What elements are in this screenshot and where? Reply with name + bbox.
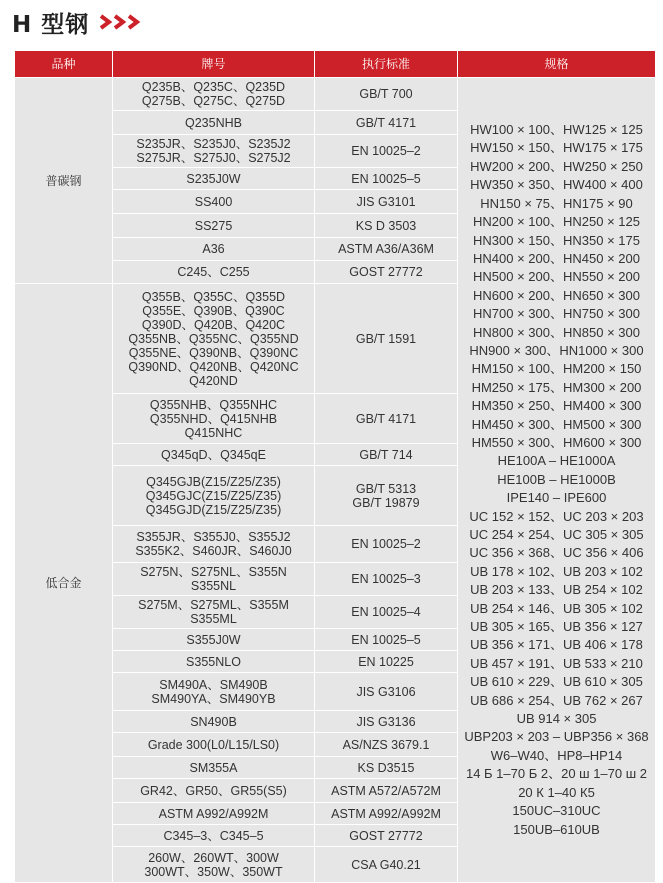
standard-cell — [315, 214, 458, 238]
grade-line: Q420ND — [189, 373, 238, 388]
specification-line: UC 254 × 254、UC 305 × 305 — [469, 527, 644, 543]
standard-line: EN 10025–5 — [351, 171, 421, 186]
standard-cell — [315, 563, 458, 596]
grade-cell — [113, 847, 315, 883]
grade-cell — [113, 168, 315, 190]
standard-line: GB/T 5313 — [355, 481, 417, 496]
specification-line: UB 457 × 191、UB 533 × 210 — [470, 655, 643, 671]
specification-line: UB 305 × 165、UB 356 × 127 — [470, 619, 643, 635]
grade-cell — [113, 78, 315, 111]
grade-line: SS400 — [194, 194, 233, 209]
grade-line: ASTM A992/A992M — [158, 806, 269, 821]
specification-line: UC 356 × 368、UC 356 × 406 — [469, 545, 644, 561]
specification-line: 150UB–610UB — [513, 821, 600, 837]
standard-line: GB/T 19879 — [352, 495, 420, 510]
standard-cell — [315, 711, 458, 733]
grade-line: S355NLO — [186, 654, 241, 669]
standard-cell — [315, 261, 458, 284]
specification-line: HN400 × 200、HN450 × 200 — [473, 250, 640, 266]
standard-line: EN 10225 — [358, 654, 414, 669]
h-beam-spec-table — [14, 50, 656, 883]
grade-cell — [113, 673, 315, 711]
specification-line: UC 152 × 152、UC 203 × 203 — [469, 508, 644, 524]
standard-line: KS D3515 — [357, 760, 415, 775]
triple-chevron-right-icon — [99, 13, 141, 31]
grade-line: S355JR、S355J0、S355J2 — [136, 530, 291, 544]
grade-line: Q390D、Q420B、Q420C — [141, 317, 286, 332]
grade-cell — [113, 651, 315, 673]
standard-line: ASTM A572/A572M — [331, 783, 441, 798]
specification-line: HN150 × 75、HN175 × 90 — [480, 195, 633, 211]
standard-cell — [315, 651, 458, 673]
standard-cell — [315, 78, 458, 111]
standard-cell — [315, 238, 458, 261]
standard-cell — [315, 733, 458, 757]
grade-cell — [113, 111, 315, 135]
variety-cell: 低合金 — [15, 284, 113, 883]
specification-line: UB 203 × 133、UB 254 × 102 — [470, 582, 643, 598]
specification-line: HW350 × 350、HW400 × 400 — [470, 177, 643, 193]
grade-cell — [113, 596, 315, 629]
standard-line: JIS G3101 — [356, 194, 416, 209]
standard-cell — [315, 135, 458, 168]
grade-line: Q235NHB — [185, 115, 242, 130]
grade-line: S275JR、S275J0、S275J2 — [136, 151, 291, 165]
standard-line: EN 10025–2 — [351, 537, 421, 551]
specification-line: HE100A – HE1000A — [497, 453, 616, 469]
grade-line: Grade 300(L0/L15/LS0) — [147, 737, 280, 752]
standard-line: ASTM A36/A36M — [338, 242, 434, 256]
standard-line: JIS G3136 — [356, 714, 416, 729]
table-row — [15, 78, 656, 111]
grade-cell — [113, 444, 315, 466]
grade-cell — [113, 803, 315, 825]
grade-line: A36 — [202, 242, 225, 256]
grade-line: C345–3、C345–5 — [163, 828, 264, 843]
grade-cell — [113, 757, 315, 779]
specification-line: UBP203 × 203 – UBP356 × 368 — [464, 729, 649, 745]
standard-cell — [315, 444, 458, 466]
grade-line: SM355A — [189, 760, 238, 775]
grade-line: S355ML — [190, 612, 237, 626]
variety-cell: 普碳钢 — [15, 78, 113, 284]
standard-line: EN 10025–2 — [351, 144, 421, 158]
specification-line: HM350 × 250、HM400 × 300 — [471, 398, 642, 414]
grade-line: Q235B、Q235C、Q235D — [141, 80, 286, 94]
grade-line: SM490A、SM490B — [159, 677, 268, 692]
specification-line: HN900 × 300、HN1000 × 300 — [469, 342, 644, 358]
grade-cell — [113, 563, 315, 596]
standard-cell — [315, 847, 458, 883]
grade-line: 260W、260WT、300W — [148, 850, 279, 865]
specification-line: UB 356 × 171、UB 406 × 178 — [470, 637, 643, 653]
grade-line: SS275 — [194, 218, 233, 233]
specification-line: UB 254 × 146、UB 305 × 102 — [470, 600, 643, 616]
standard-cell — [315, 466, 458, 526]
specification-line: UB 914 × 305 — [516, 711, 597, 727]
standard-cell — [315, 673, 458, 711]
specification-line: HM550 × 300、HM600 × 300 — [471, 434, 642, 450]
standard-line: GB/T 700 — [359, 87, 413, 101]
standard-cell — [315, 629, 458, 651]
standard-line: EN 10025–4 — [351, 605, 421, 619]
grade-line: Q355NE、Q390NB、Q390NC — [128, 345, 299, 360]
column-header-standard: 执行标准 — [315, 51, 458, 78]
grade-cell — [113, 733, 315, 757]
grade-cell — [113, 261, 315, 284]
grade-line: Q345GJD(Z15/Z25/Z35) — [145, 502, 282, 517]
standard-line: KS D 3503 — [355, 218, 417, 233]
standard-line: GB/T 1591 — [355, 331, 417, 346]
grade-line: Q345GJB(Z15/Z25/Z35) — [146, 474, 281, 489]
standard-cell — [315, 779, 458, 803]
standard-line: GB/T 4171 — [355, 411, 417, 426]
standard-line: GOST 27772 — [349, 828, 423, 843]
grade-line: Q345qD、Q345qE — [161, 447, 266, 462]
grade-line: Q355NHB、Q355NHC — [149, 397, 278, 412]
grade-cell — [113, 135, 315, 168]
grade-cell — [113, 466, 315, 526]
standard-line: EN 10025–5 — [351, 632, 421, 647]
standard-cell — [315, 803, 458, 825]
standard-line: EN 10025–3 — [351, 572, 421, 586]
specification-line: UB 686 × 254、UB 762 × 267 — [470, 692, 643, 708]
specification-line: HM450 × 300、HM500 × 300 — [471, 416, 642, 432]
grade-line: S275M、S275ML、S355M — [138, 598, 289, 612]
grade-line: Q355NB、Q355NC、Q355ND — [128, 331, 299, 346]
specification-line: HN800 × 300、HN850 × 300 — [473, 324, 640, 340]
grade-line: Q345GJC(Z15/Z25/Z35) — [145, 488, 282, 503]
standard-line: AS/NZS 3679.1 — [342, 737, 430, 752]
page-header — [12, 4, 141, 40]
grade-line: Q355B、Q355C、Q355D — [141, 289, 286, 304]
grade-line: S355K2、S460JR、S460J0 — [135, 544, 292, 558]
specification-line: IPE140 – IPE600 — [506, 490, 607, 506]
grade-line: Q390ND、Q420NB、Q420NC — [128, 359, 299, 374]
specification-line: HN500 × 200、HN550 × 200 — [473, 269, 640, 285]
grade-line: Q415NHC — [184, 425, 243, 440]
specification-line: HM250 × 175、HM300 × 200 — [471, 379, 642, 395]
column-header-variety: 品种 — [15, 51, 113, 78]
standard-cell — [315, 168, 458, 190]
standard-cell — [315, 757, 458, 779]
standard-cell — [315, 394, 458, 444]
specification-line: HN600 × 200、HN650 × 300 — [473, 287, 640, 303]
standard-cell — [315, 526, 458, 563]
grade-line: C245、C255 — [177, 265, 250, 279]
specification-line: HM150 × 100、HM200 × 150 — [471, 361, 642, 377]
grade-line: Q275B、Q275C、Q275D — [141, 94, 286, 108]
grade-line: S355J0W — [186, 632, 241, 647]
standard-line: GOST 27772 — [349, 265, 423, 279]
grade-line: Q355NHD、Q415NHB — [149, 411, 278, 426]
standard-line: CSA G40.21 — [351, 857, 421, 872]
specification-line: HW200 × 200、HW250 × 250 — [470, 158, 643, 174]
grade-cell — [113, 779, 315, 803]
specification-line: HW150 × 150、HW175 × 175 — [470, 140, 643, 156]
grade-line: S355NL — [190, 579, 237, 593]
specification-line: 14 Б 1–70 Б 2、20 ш 1–70 ш 2 — [465, 766, 648, 782]
specification-line: HE100B – HE1000B — [497, 471, 616, 487]
table-header-row — [15, 51, 656, 78]
specification-line: 150UC–310UC — [512, 803, 601, 819]
specification-line: UB 178 × 102、UB 203 × 102 — [470, 563, 643, 579]
grade-cell — [113, 214, 315, 238]
specification-line: W6–W40、HP8–HP14 — [490, 747, 623, 763]
standard-cell — [315, 825, 458, 847]
standard-cell — [315, 190, 458, 214]
page-title: H 型钢 — [12, 11, 90, 38]
grade-line: SN490B — [190, 714, 237, 729]
grade-cell — [113, 284, 315, 394]
specification-line: HN200 × 100、HN250 × 125 — [473, 214, 640, 230]
grade-line: S235JR、S235J0、S235J2 — [136, 137, 291, 151]
grade-cell — [113, 629, 315, 651]
grade-line: S235J0W — [186, 171, 241, 186]
specification-line: HW100 × 100、HW125 × 125 — [470, 122, 643, 138]
grade-line: SM490YA、SM490YB — [151, 691, 276, 706]
grade-cell — [113, 825, 315, 847]
specification-line: HN300 × 150、HN350 × 175 — [473, 232, 640, 248]
grade-cell — [113, 238, 315, 261]
column-header-grade: 牌号 — [113, 51, 315, 78]
grade-cell — [113, 711, 315, 733]
grade-cell — [113, 394, 315, 444]
grade-cell — [113, 190, 315, 214]
grade-line: 300WT、350W、350WT — [144, 864, 283, 879]
grade-line: Q355E、Q390B、Q390C — [142, 303, 285, 318]
grade-line: S275N、S275NL、S355N — [140, 565, 287, 579]
specification-line: HN700 × 300、HN750 × 300 — [473, 306, 640, 322]
standard-line: GB/T 4171 — [355, 115, 417, 130]
standard-line: JIS G3106 — [356, 684, 416, 699]
standard-line: GB/T 714 — [359, 447, 413, 462]
standard-cell — [315, 111, 458, 135]
standard-cell — [315, 284, 458, 394]
specification-cell — [458, 78, 656, 883]
table-body — [15, 78, 656, 883]
specification-line: 20 К 1–40 К5 — [518, 784, 595, 800]
standard-line: ASTM A992/A992M — [331, 806, 441, 821]
standard-cell — [315, 596, 458, 629]
grade-cell — [113, 526, 315, 563]
specification-line: UB 610 × 229、UB 610 × 305 — [470, 674, 643, 690]
grade-line: GR42、GR50、GR55(S5) — [140, 783, 287, 798]
column-header-specification: 规格 — [458, 51, 656, 78]
